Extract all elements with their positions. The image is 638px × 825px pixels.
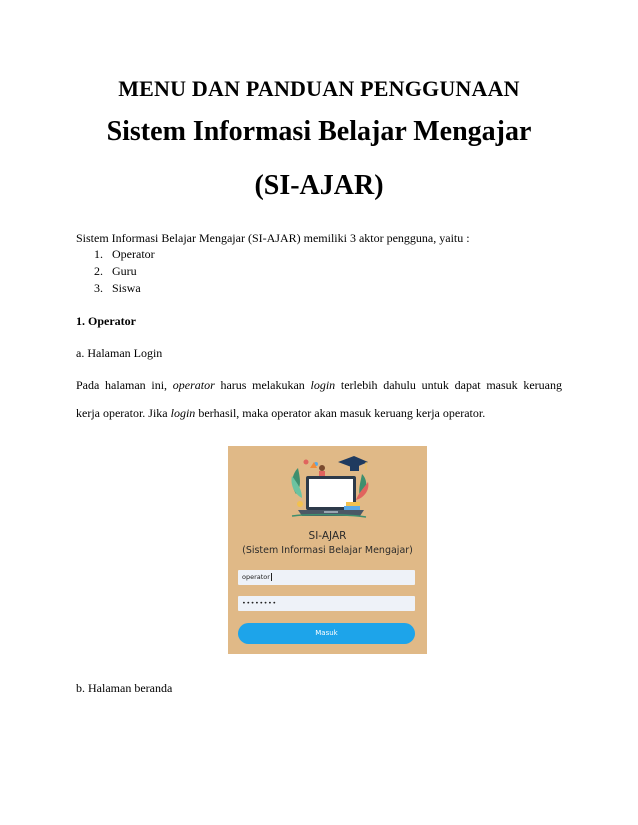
password-field[interactable]: •••••••• xyxy=(238,596,415,611)
paragraph-line-1: Pada halaman ini, operator harus melakukan login terlebih dahulu untuk dapat masuk keruang xyxy=(76,378,562,392)
subsection-login: a. Halaman Login xyxy=(76,346,163,360)
username-value: operator xyxy=(242,573,270,581)
app-title: SI-AJAR xyxy=(308,530,347,542)
list-item xyxy=(94,263,155,280)
list-label: Guru xyxy=(112,264,137,278)
login-button[interactable]: Masuk xyxy=(238,623,415,644)
subsection-beranda: b. Halaman beranda xyxy=(76,681,173,695)
list-label: Siswa xyxy=(112,281,141,295)
system-title: Sistem Informasi Belajar Mengajar xyxy=(106,116,532,147)
system-acronym: (SI-AJAR) xyxy=(254,170,384,201)
username-field[interactable] xyxy=(238,570,415,585)
paragraph-line-2: kerja operator. Jika login berhasil, maka operator akan masuk keruang kerja operator. xyxy=(76,406,486,420)
list-item xyxy=(94,280,155,297)
list-number: 3. xyxy=(94,281,103,295)
section-heading-operator: 1. Operator xyxy=(76,314,136,328)
list-label: Operator xyxy=(112,247,155,261)
list-number: 2. xyxy=(94,264,103,278)
document-heading: MENU DAN PANDUAN PENGGUNAAN xyxy=(118,76,520,101)
list-item xyxy=(94,246,155,263)
intro-text: Sistem Informasi Belajar Mengajar (SI-AJAR) memiliki 3 aktor pengguna, yaitu : xyxy=(76,231,470,245)
text-cursor xyxy=(271,573,272,581)
list-number: 1. xyxy=(94,247,103,261)
login-screenshot xyxy=(228,446,427,654)
laptop-graduation-illustration-icon xyxy=(286,454,372,526)
app-subtitle: (Sistem Informasi Belajar Mengajar) xyxy=(242,545,413,556)
actor-list xyxy=(94,246,155,297)
